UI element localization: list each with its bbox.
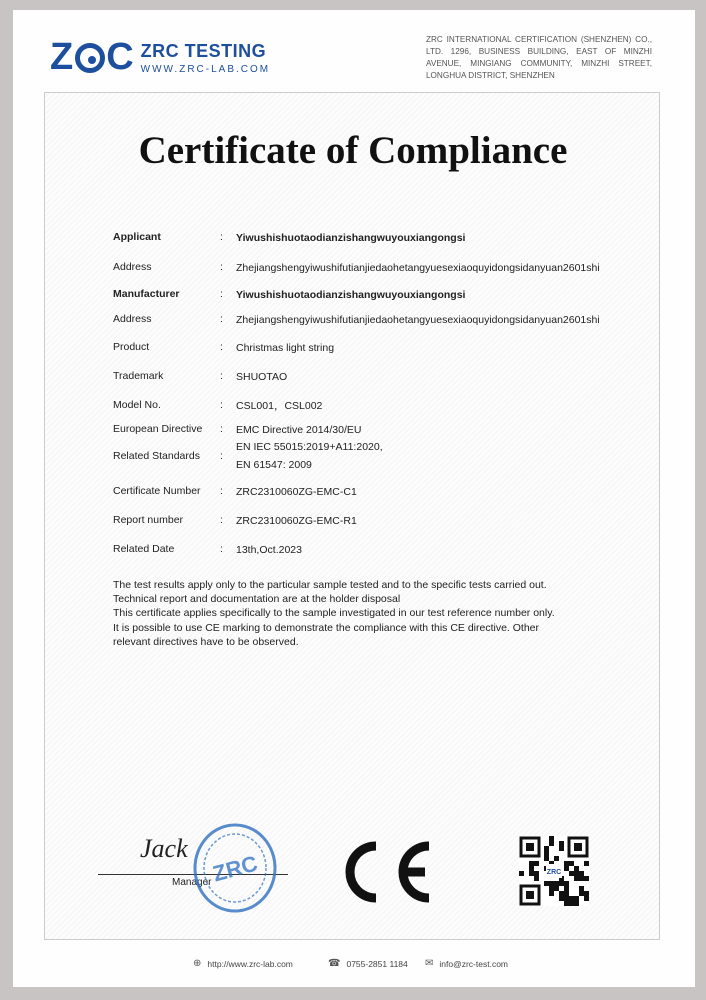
phone-icon: ☎: [328, 958, 341, 969]
field-value: [236, 341, 334, 356]
field-value: [236, 313, 600, 328]
field-label: Applicant: [113, 231, 161, 243]
note-line: It is possible to use CE marking to demonstrate the compliance with this CE directive. Other: [113, 621, 540, 634]
field-label: Trademark: [113, 370, 164, 382]
field-value: [236, 370, 287, 385]
field-label: Product: [113, 341, 150, 353]
field-value-line: Yiwushishuotaodianzishangwuyouxiangongsi: [236, 232, 466, 244]
field-value: [236, 288, 465, 303]
qr-code-icon: [519, 836, 589, 906]
field-label: Report number: [113, 514, 184, 526]
website-text: http://www.zrc-lab.com: [207, 958, 293, 969]
svg-text:ZRC: ZRC: [210, 850, 261, 887]
footer-email[interactable]: [425, 958, 508, 969]
logo-website: WWW.ZRC-LAB.COM: [140, 63, 271, 75]
field-label: Model No.: [113, 399, 161, 411]
field-value-line: Christmas light string: [236, 342, 335, 354]
field-value-line: SHUOTAO: [236, 371, 288, 383]
certificate-notes: [113, 578, 573, 649]
field-colon: :: [220, 485, 223, 497]
zrc-stamp-icon: [192, 822, 278, 914]
field-label: Address: [113, 313, 152, 325]
field-label: European Directive: [113, 423, 203, 435]
note-line: This certificate applies specifically to the sample investigated in our test reference number only.: [113, 607, 555, 620]
logo-mark: Z C: [50, 36, 135, 78]
field-label: Related Date: [113, 543, 175, 555]
field-label: Related Standards: [113, 450, 200, 462]
field-colon: :: [220, 514, 223, 526]
field-value: [236, 440, 383, 473]
field-value-line: Yiwushishuotaodianzishangwuyouxiangongsi: [236, 289, 466, 301]
field-colon: :: [220, 261, 223, 273]
field-value-line: ZRC2310060ZG-EMC-C1: [236, 486, 357, 498]
note-line: Technical report and documentation are at the holder disposal: [113, 593, 401, 606]
field-colon: :: [220, 399, 223, 411]
field-value: [236, 399, 322, 414]
field-value: [236, 514, 357, 529]
field-label: Manufacturer: [113, 288, 180, 300]
field-value-line: EN IEC 55015:2019+A11:2020,: [236, 441, 383, 453]
field-value-line: EN 61547: 2009: [236, 459, 312, 471]
footer-website[interactable]: [193, 958, 293, 969]
field-label: Certificate Number: [113, 485, 201, 497]
certificate-title: Certificate of Compliance: [138, 129, 568, 172]
field-value: [236, 485, 357, 500]
field-colon: :: [220, 341, 223, 353]
field-value-line: EMC Directive 2014/30/EU: [236, 424, 362, 436]
note-line: relevant directives have to be observed.: [113, 635, 299, 648]
field-value-line: CSL001，CSL002: [236, 400, 323, 412]
field-colon: :: [220, 370, 223, 382]
field-value: [236, 423, 361, 438]
logo-name: ZRC TESTING: [140, 40, 267, 61]
field-value: [236, 231, 465, 246]
manager-signature: Jack: [140, 834, 188, 863]
field-value: [236, 261, 600, 276]
ce-mark-icon: [343, 839, 435, 905]
field-colon: :: [220, 231, 223, 243]
email-text: info@zrc-test.com: [439, 958, 509, 969]
manager-label: Manager: [172, 877, 212, 888]
phone-text: 0755-2851 1184: [346, 958, 408, 969]
field-value-line: Zhejiangshengyiwushifutianjiedaohetangyuesexiaoquyidongsidanyuan2601shi: [236, 262, 600, 274]
field-value: [236, 543, 302, 558]
field-value-line: ZRC2310060ZG-EMC-R1: [236, 515, 357, 527]
field-colon: :: [220, 543, 223, 555]
field-value-line: Zhejiangshengyiwushifutianjiedaohetangyuesexiaoquyidongsidanyuan2601shi: [236, 314, 600, 326]
field-colon: :: [220, 450, 223, 462]
note-line: The test results apply only to the particular sample tested and to the specific tests carried out.: [113, 579, 547, 591]
qr-label: ZRC: [546, 869, 562, 876]
field-colon: :: [220, 288, 223, 300]
field-label: Address: [113, 261, 152, 273]
field-colon: :: [220, 423, 223, 435]
globe-icon: ⊕: [193, 958, 202, 969]
mail-icon: ✉: [425, 958, 434, 969]
company-info: ZRC INTERNATIONAL CERTIFICATION (SHENZHEN) CO., LTD. 1296, BUSINESS BUILDING, EAST OF MINZHI AVENUE, MINGIANG COMMUNITY, MINZHI STREET, LONGHUA DISTRICT, SHENZHEN: [426, 35, 652, 80]
zrc-logo: [50, 36, 270, 79]
footer-phone: [328, 958, 408, 969]
field-value-line: 13th,Oct.2023: [236, 544, 302, 556]
field-colon: :: [220, 313, 223, 325]
